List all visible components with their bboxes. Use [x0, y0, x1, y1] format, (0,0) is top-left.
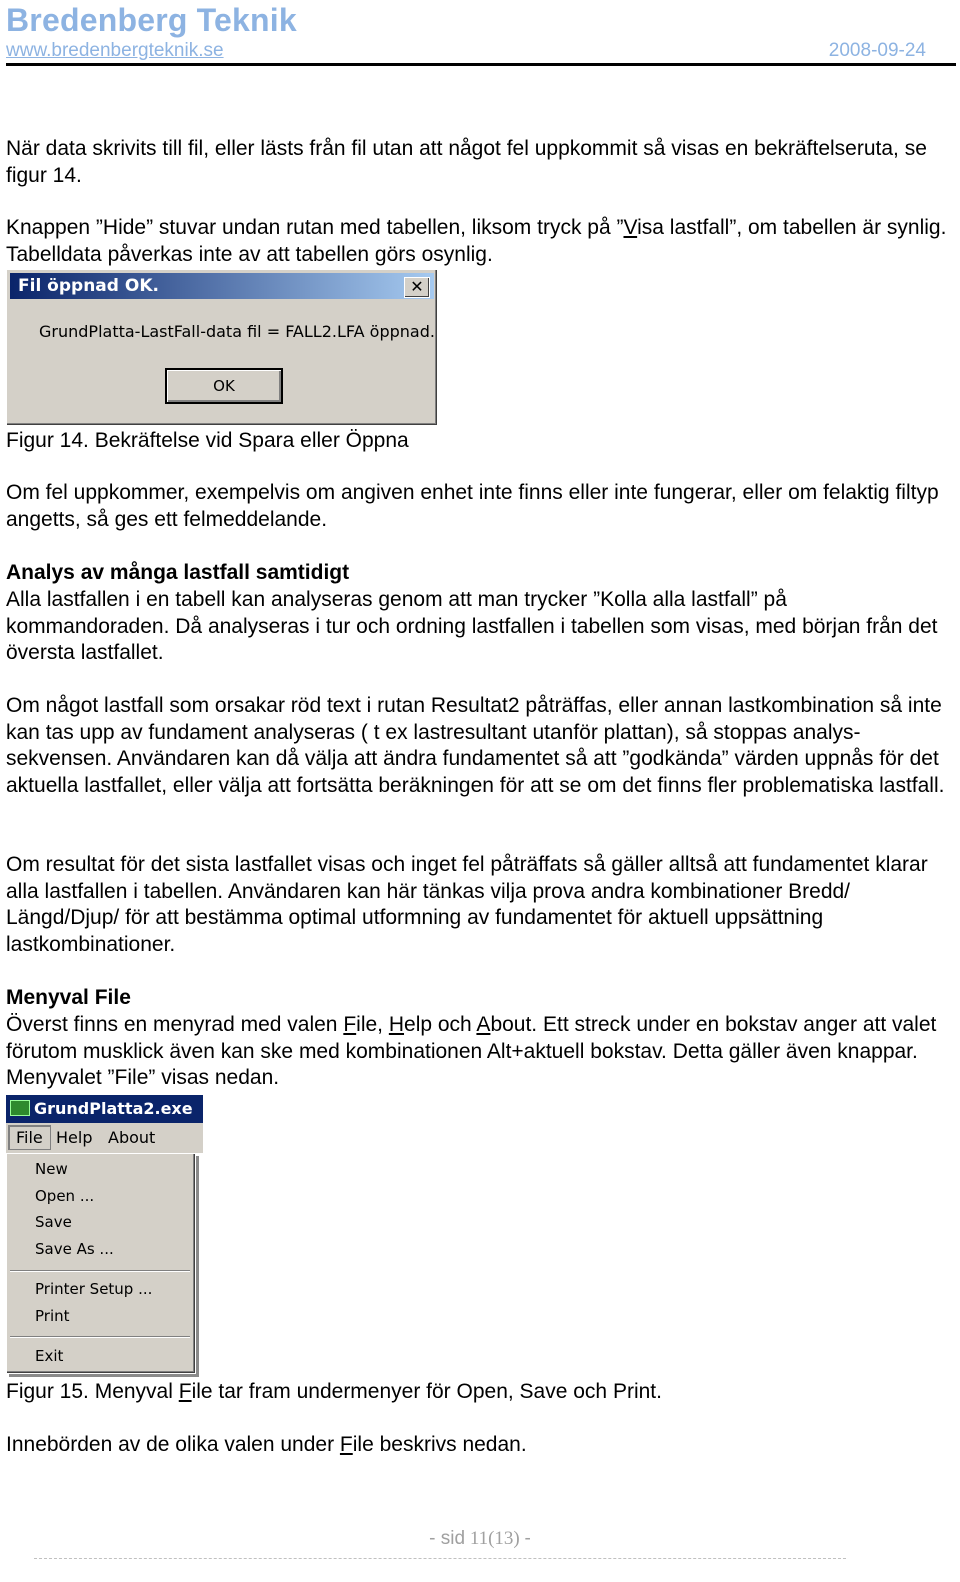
heading-multi-analysis: Analys av många lastfall samtidigt [6, 561, 350, 584]
app-icon [10, 1100, 30, 1116]
confirmation-dialog [6, 269, 438, 426]
text-segment: ile tar fram undermenyer för Open, Save och Print. [191, 1380, 662, 1403]
paragraph-stop-sequence: Om något lastfall som orsakar röd text i rutan Resultat2 påträffas, eller annan lastkombination så inte kan tas upp av fundament analyseras ( t ex lastresultant utanför plattan), så stoppas analys-sekvensen. Användaren kan då välja att ändra fundamentet så att ”godkända” värden uppnås för det aktuella lastfallet, eller välja att fortsätta beräkningen för att se om det finns fler problematiska lastfall. [6, 694, 945, 797]
brand-title: Bredenberg Teknik [6, 2, 297, 38]
app-titlebar [6, 1095, 203, 1123]
paragraph-errors: Om fel uppkommer, exempelvis om angiven enhet inte finns eller inte fungerar, eller om felaktig filtyp angetts, så ges ett felmeddelande. [6, 481, 939, 531]
text-segment: Knappen ”Hide” stuvar undan rutan med tabellen, liksom tryck på ” [6, 216, 624, 239]
figure-14-caption: Figur 14. Bekräftelse vid Spara eller Öppna [6, 429, 409, 452]
page-footer [0, 1528, 960, 1550]
paragraph-menubar [6, 1012, 952, 1092]
paragraph-file-options [6, 1432, 952, 1459]
ok-button[interactable]: OK [165, 368, 283, 404]
menu-about[interactable]: About [108, 1128, 156, 1147]
menu-item-printer-setup[interactable]: Printer Setup ... [35, 1280, 153, 1298]
menu-item-new[interactable]: New [35, 1160, 68, 1178]
dialog-title: Fil öppnad OK. [18, 276, 159, 296]
app-title: GrundPlatta2.exe [34, 1099, 193, 1118]
menu-separator [10, 1336, 190, 1338]
footer-suffix: - [524, 1528, 531, 1549]
close-icon[interactable]: ✕ [404, 277, 430, 298]
page-header [6, 0, 956, 68]
menu-screenshot [6, 1095, 203, 1375]
menu-item-open[interactable]: Open ... [35, 1187, 95, 1205]
background-edge [196, 1153, 204, 1375]
text-segment: elp och [404, 1013, 477, 1036]
header-divider [6, 63, 956, 66]
dialog-message: GrundPlatta-LastFall-data fil = FALL2.LFA öppnad. [39, 322, 435, 341]
text-segment: ile beskrivs nedan. [352, 1433, 527, 1456]
underlined-letter: F [178, 1380, 192, 1403]
paragraph-hide-button [6, 215, 952, 268]
menu-item-save[interactable]: Save [35, 1213, 72, 1231]
menu-separator [10, 1270, 190, 1272]
menu-file[interactable]: File [8, 1125, 51, 1150]
text-segment: ile, [356, 1013, 389, 1036]
menubar [6, 1123, 203, 1153]
dialog-titlebar [10, 273, 434, 299]
menu-item-print[interactable]: Print [35, 1307, 70, 1325]
menu-help[interactable]: Help [56, 1128, 93, 1147]
menu-item-save-as[interactable]: Save As ... [35, 1240, 114, 1258]
heading-menu-file: Menyval File [6, 986, 131, 1009]
footer-dashed-rule [34, 1558, 846, 1559]
figure-15-caption [6, 1379, 952, 1406]
menu-item-exit[interactable]: Exit [35, 1347, 64, 1365]
underlined-letter: A [476, 1013, 491, 1036]
underlined-letter: H [388, 1013, 405, 1036]
paragraph-result: Om resultat för det sista lastfallet visas och inget fel påträffats så gäller alltså att fundamentet klarar alla lastfallen i tabellen. Användaren kan här tänkas vilja prova andra kombinationer Bredd/ Längd/Djup/ för att bestämma optimal utformning av fundamentet för aktuell uppsättning lastkombinationer. [6, 853, 928, 956]
header-date: 2008-09-24 [828, 40, 926, 61]
paragraph-confirmation: När data skrivits till fil, eller lästs från fil utan att något fel uppkommit så visas en bekräftelseruta, se figur 14. [6, 137, 927, 187]
page-number: 11(13) [469, 1528, 520, 1549]
text-segment: Figur 15. Menyval [6, 1380, 179, 1403]
underlined-letter: F [343, 1013, 357, 1036]
text-segment: bout. Ett streck under en bokstav anger att valet förutom musklick även kan ske med kombinationen Alt+aktuell bokstav. Detta gäller även knappar. Menyvalet ”File” visas nedan. [6, 1013, 937, 1089]
text-segment: isa lastfall”, om tabellen är synlig. Tabelldata påverkas inte av att tabellen görs osynlig. [6, 216, 947, 266]
paragraph-check-all: Alla lastfallen i en tabell kan analyseras genom att man trycker ”Kolla alla lastfall” på kommandoraden. Då analyseras i tur och ordning lastfallen i tabellen som visas, med början från det översta lastfallet. [6, 588, 938, 664]
underlined-letter: V [623, 216, 638, 239]
file-dropdown [6, 1153, 196, 1374]
underlined-letter: F [339, 1433, 353, 1456]
text-segment: Innebörden av de olika valen under [6, 1433, 340, 1456]
website-link[interactable]: www.bredenbergteknik.se [6, 40, 224, 61]
text-segment: Överst finns en menyrad med valen [6, 1013, 344, 1036]
footer-prefix: - sid [429, 1528, 466, 1549]
